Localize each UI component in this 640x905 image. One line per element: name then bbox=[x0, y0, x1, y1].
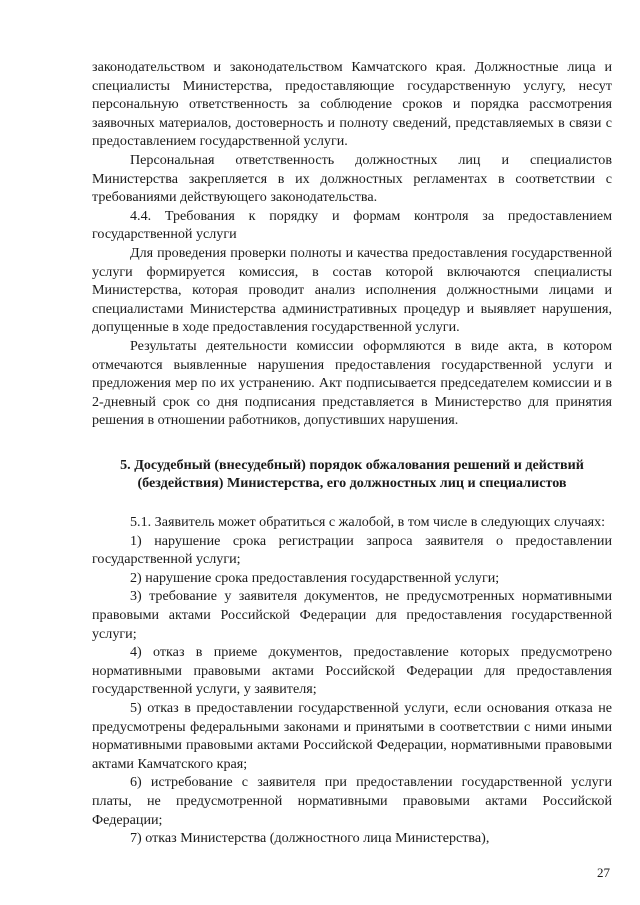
paragraph-commission-results: Результаты деятельности комиссии оформляются в виде акта, в котором отмечаются выявленные нарушения предоставления государственной услуги и предложения мер по их устранению. Акт подписывается председателем комиссии и в 2-дневный срок со дня подписания представляется в Министерство для принятия решения в отношении работников, допустивших нарушения. bbox=[92, 337, 612, 429]
document-page bbox=[92, 58, 612, 848]
list-item-2: 2) нарушение срока предоставления государственной услуги; bbox=[130, 569, 500, 586]
list-item-3: 3) требование у заявителя документов, не предусмотренных нормативными правовыми актами Российской Федерации для предоставления государственной услуги; bbox=[92, 588, 612, 642]
list-item-6: 6) истребование с заявителя при предоставлении государственной услуги платы, не предусмотренной нормативными правовыми актами Российской Федерации; bbox=[92, 774, 612, 828]
paragraph-5-1: 5.1. Заявитель может обратиться с жалобой, в том числе в следующих случаях: bbox=[130, 514, 606, 531]
subsection-title-4-4: 4.4. Требования к порядку и формам контроля за предоставлением государственной услуги bbox=[92, 207, 612, 243]
list-item-4: 4) отказ в приеме документов, предоставление которых предусмотрено нормативными правовыми актами Российской Федерации для предоставления государственной услуги, у заявителя; bbox=[92, 644, 612, 698]
list-item-5: 5) отказ в предоставлении государственной услуги, если основания отказа не предусмотрены федеральными законами и принятыми в соответствии с ними иными нормативными правовыми актами Российской Федерации, нормативными правовыми актами Камчатского края; bbox=[92, 700, 612, 772]
list-item-7: 7) отказ Министерства (должностного лица Министерства), bbox=[130, 830, 490, 847]
paragraph-commission: Для проведения проверки полноты и качества предоставления государственной услуги формируется комиссия, в состав которой включаются специалисты Министерства, которая проводит анализ исполнения должностными лицами и специалистами Министерства административных процедур и выявляет нарушения, допущенные в ходе предоставления государственной услуги. bbox=[92, 244, 612, 336]
list-item-1: 1) нарушение срока регистрации запроса заявителя о предоставлении государственной услуги; bbox=[92, 532, 612, 568]
paragraph-responsibility: законодательством и законодательством Камчатского края. Должностные лица и специалисты Министерства, предоставляющие государственную услугу, несут персональную ответственность за соблюдение сроков и порядка рассмотрения заявочных материалов, достоверность и полноту сведений, представляемых в связи с предоставлением государственной услуги. bbox=[92, 59, 612, 150]
page-number: 27 bbox=[597, 865, 610, 880]
paragraph-personal-responsibility: Персональная ответственность должностных лиц и специалистов Министерства закрепляется в их должностных регламентах в соответствии с требованиями действующего законодательства. bbox=[92, 151, 612, 206]
section-heading-5: 5. Досудебный (внесудебный) порядок обжалования решений и действий (бездействия) Министерства, его должностных лиц и специалистов bbox=[120, 456, 584, 492]
